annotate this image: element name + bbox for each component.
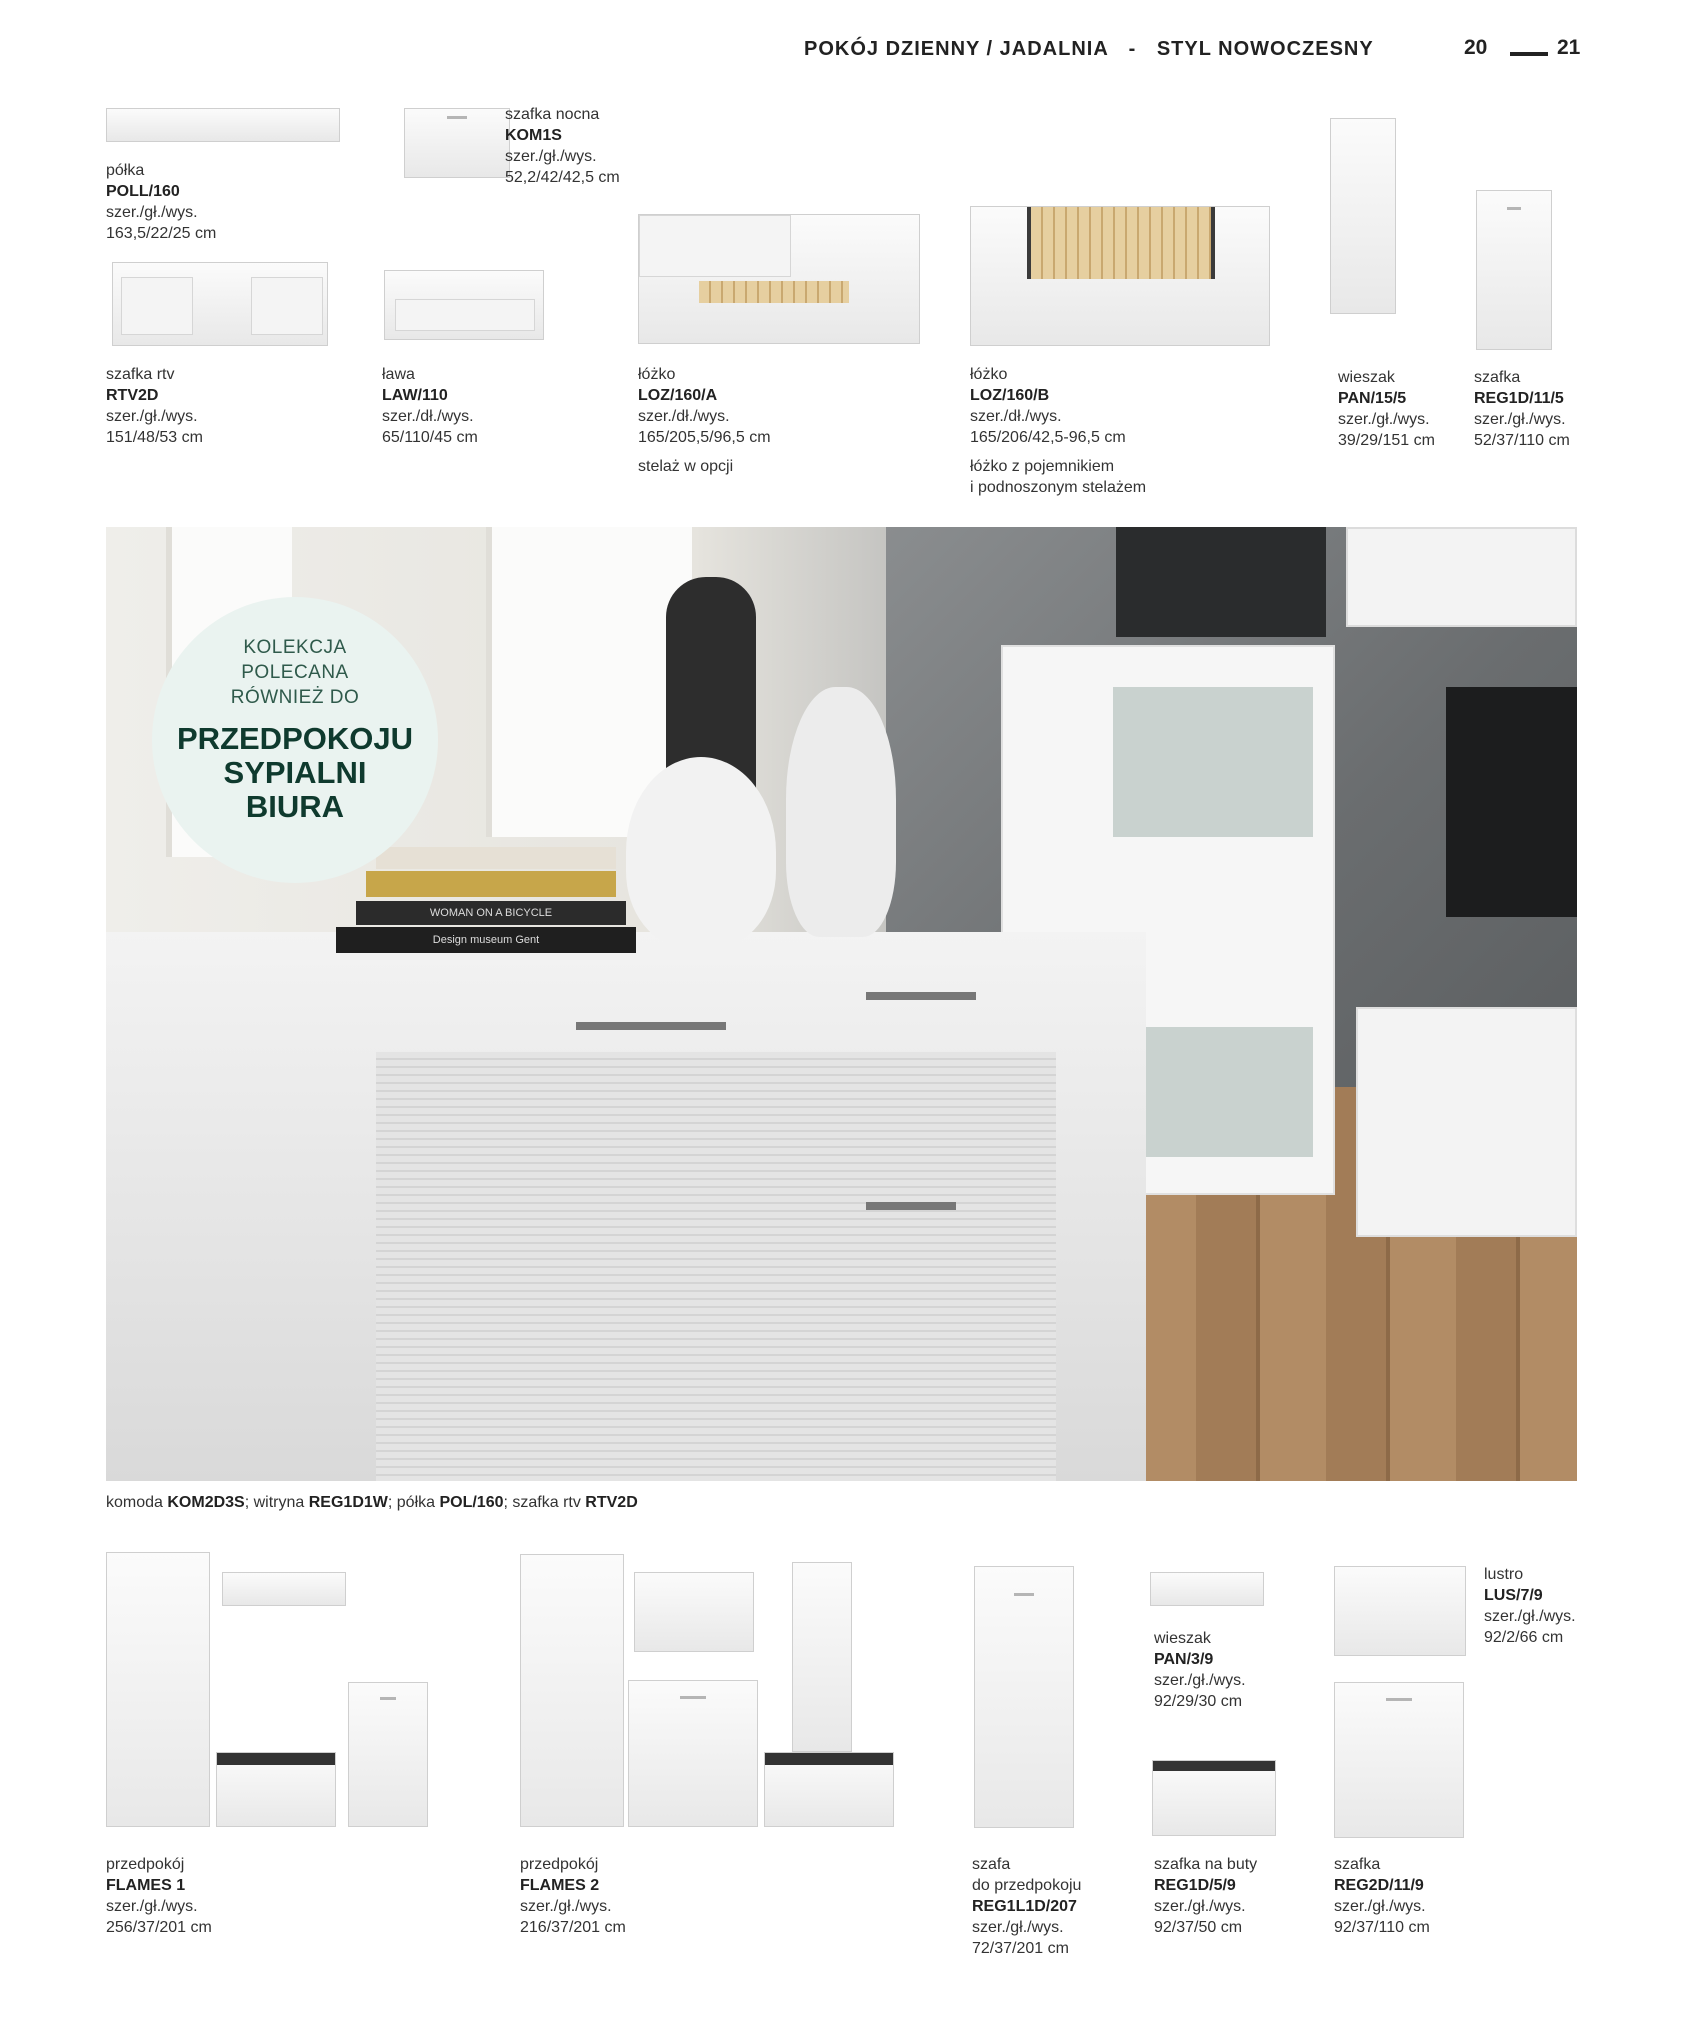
caption-code: REG1D1W bbox=[308, 1494, 388, 1511]
product-name: szafka na buty bbox=[1154, 1856, 1258, 1873]
product-code: REG1D/11/5 bbox=[1474, 390, 1564, 407]
product-shoe-cabinet bbox=[1154, 1854, 1257, 1938]
product-code: REG2D/11/9 bbox=[1334, 1877, 1424, 1894]
dims-label: szer./gł./wys. bbox=[1338, 411, 1430, 428]
product-cabinet-two-door bbox=[1334, 1854, 1430, 1938]
cabinet-small-image bbox=[1476, 190, 1552, 350]
dims-label: szer./gł./wys. bbox=[505, 148, 597, 165]
product-code: RTV2D bbox=[106, 387, 159, 404]
product-note: łóżko z pojemnikiem bbox=[970, 458, 1115, 475]
product-hanger bbox=[1154, 1628, 1246, 1712]
product-code: PAN/15/5 bbox=[1338, 390, 1407, 407]
dims-label: szer./gł./wys. bbox=[1154, 1898, 1246, 1915]
title-separator: - bbox=[1128, 38, 1137, 60]
product-code: REG1D/5/9 bbox=[1154, 1877, 1236, 1894]
product-name: półka bbox=[106, 162, 145, 179]
dims-label: szer./dł./wys. bbox=[382, 408, 474, 425]
book-title: Design museum Gent bbox=[336, 927, 636, 953]
cabinet-two-door-image bbox=[1334, 1682, 1464, 1838]
product-name: wieszak bbox=[1154, 1630, 1211, 1647]
dims-value: 165/206/42,5-96,5 cm bbox=[970, 429, 1126, 446]
dims-value: 39/29/151 cm bbox=[1338, 432, 1435, 449]
product-name: szafka rtv bbox=[106, 366, 175, 383]
product-name: szafka bbox=[1474, 369, 1521, 386]
dims-value: 92/2/66 cm bbox=[1484, 1629, 1564, 1646]
vase-white bbox=[626, 757, 776, 947]
product-code: FLAMES 2 bbox=[520, 1877, 600, 1894]
product-name: przedpokój bbox=[106, 1856, 185, 1873]
dims-value: 165/205,5/96,5 cm bbox=[638, 429, 771, 446]
caption-code: POL/160 bbox=[439, 1494, 504, 1511]
dims-value: 52,2/42/42,5 cm bbox=[505, 169, 620, 186]
promo-room: SYPIALNI bbox=[223, 755, 367, 790]
dims-label: szer./gł./wys. bbox=[972, 1919, 1064, 1936]
section-name: POKÓJ DZIENNY / JADALNIA bbox=[804, 38, 1109, 60]
product-code: LOZ/160/B bbox=[970, 387, 1050, 404]
product-note: stelaż w opcji bbox=[638, 458, 734, 475]
product-name: przedpokój bbox=[520, 1856, 599, 1873]
caption-text: ; witryna bbox=[244, 1494, 309, 1511]
product-name: wieszak bbox=[1338, 369, 1395, 386]
wall-picture bbox=[1116, 527, 1326, 637]
dims-value: 92/37/110 cm bbox=[1334, 1919, 1430, 1936]
tv-screen bbox=[1446, 687, 1577, 917]
book-stack bbox=[336, 847, 646, 957]
dims-value: 52/37/110 cm bbox=[1474, 432, 1570, 449]
photo-caption bbox=[106, 1494, 638, 1512]
product-code: PAN/3/9 bbox=[1154, 1651, 1214, 1668]
product-code: KOM1S bbox=[505, 127, 562, 144]
product-name: ława bbox=[382, 366, 415, 383]
promo-badge bbox=[152, 597, 438, 883]
vase-white-tall bbox=[786, 687, 896, 937]
caption-text: komoda bbox=[106, 1494, 168, 1511]
product-name: lustro bbox=[1484, 1566, 1524, 1583]
flames1-image bbox=[106, 1552, 436, 1827]
flames2-image bbox=[518, 1552, 898, 1827]
dims-value: 151/48/53 cm bbox=[106, 429, 203, 446]
product-code: LAW/110 bbox=[382, 387, 448, 404]
product-bed-a bbox=[638, 364, 771, 477]
caption-text: ; półka bbox=[387, 1494, 440, 1511]
product-code: LUS/7/9 bbox=[1484, 1587, 1543, 1604]
dims-value: 256/37/201 cm bbox=[106, 1919, 212, 1936]
tv-cabinet-image bbox=[112, 262, 328, 346]
product-coat-rack bbox=[1338, 367, 1435, 451]
product-name: szafka nocna bbox=[505, 106, 600, 123]
promo-room: BIURA bbox=[245, 789, 345, 824]
dims-label: szer./gł./wys. bbox=[1154, 1672, 1246, 1689]
product-name: szafka bbox=[1334, 1856, 1381, 1873]
page-number-right: 21 bbox=[1557, 36, 1581, 59]
dims-label: szer./gł./wys. bbox=[1334, 1898, 1426, 1915]
dims-label: szer./dł./wys. bbox=[638, 408, 730, 425]
promo-room: PRZEDPOKOJU bbox=[177, 721, 413, 756]
wall-shelf bbox=[1346, 527, 1577, 627]
product-mirror bbox=[1484, 1564, 1576, 1648]
product-tv-cabinet bbox=[106, 364, 203, 448]
product-name: szafa bbox=[972, 1856, 1011, 1873]
dims-label: szer./gł./wys. bbox=[106, 204, 198, 221]
product-code: REG1L1D/207 bbox=[972, 1898, 1077, 1915]
product-bed-b bbox=[970, 364, 1146, 498]
product-cabinet-small bbox=[1474, 367, 1570, 451]
tv-cabinet bbox=[1356, 1007, 1577, 1237]
caption-code: KOM2D3S bbox=[167, 1494, 245, 1511]
dims-label: szer./gł./wys. bbox=[106, 408, 198, 425]
product-flames2 bbox=[520, 1854, 626, 1938]
style-name: STYL NOWOCZESNY bbox=[1156, 38, 1374, 60]
coffee-table-image bbox=[384, 270, 544, 340]
product-shelf bbox=[106, 160, 216, 244]
dims-label: szer./gł./wys. bbox=[106, 1898, 198, 1915]
product-code: LOZ/160/A bbox=[638, 387, 718, 404]
product-name: łóżko bbox=[970, 366, 1008, 383]
page-divider bbox=[1510, 52, 1548, 56]
page-number-left: 20 bbox=[1464, 36, 1488, 59]
mirror-image bbox=[1334, 1566, 1466, 1656]
product-coffee-table bbox=[382, 364, 478, 448]
product-code: POLL/160 bbox=[106, 183, 180, 200]
wardrobe-image bbox=[974, 1566, 1074, 1828]
dims-value: 72/37/201 cm bbox=[972, 1940, 1069, 1957]
product-name-2: do przedpokoju bbox=[972, 1877, 1082, 1894]
caption-code: RTV2D bbox=[585, 1494, 638, 1511]
hanger-image bbox=[1150, 1572, 1264, 1606]
dims-value: 92/37/50 cm bbox=[1154, 1919, 1243, 1936]
dims-value: 92/29/30 cm bbox=[1154, 1693, 1243, 1710]
product-note: i podnoszonym stelażem bbox=[970, 479, 1147, 496]
coat-rack-image bbox=[1330, 118, 1396, 314]
promo-line: KOLEKCJA bbox=[243, 637, 347, 658]
nightstand-image bbox=[404, 108, 510, 178]
dims-label: szer./gł./wys. bbox=[1484, 1608, 1576, 1625]
bed-b-image bbox=[970, 206, 1270, 346]
book-title: WOMAN ON A BICYCLE bbox=[356, 901, 626, 925]
sideboard bbox=[106, 932, 1146, 1481]
caption-text: ; szafka rtv bbox=[503, 1494, 586, 1511]
dims-value: 65/110/45 cm bbox=[382, 429, 478, 446]
promo-line: RÓWNIEŻ DO bbox=[230, 687, 360, 708]
dims-label: szer./gł./wys. bbox=[520, 1898, 612, 1915]
product-flames1 bbox=[106, 1854, 212, 1938]
product-nightstand bbox=[505, 104, 620, 188]
dims-label: szer./gł./wys. bbox=[1474, 411, 1566, 428]
product-name: łóżko bbox=[638, 366, 676, 383]
promo-line: POLECANA bbox=[241, 662, 349, 683]
bed-a-image bbox=[638, 214, 920, 344]
dims-value: 216/37/201 cm bbox=[520, 1919, 626, 1936]
product-wardrobe bbox=[972, 1854, 1081, 1959]
product-code: FLAMES 1 bbox=[106, 1877, 186, 1894]
dims-label: szer./dł./wys. bbox=[970, 408, 1062, 425]
dims-value: 163,5/22/25 cm bbox=[106, 225, 217, 242]
section-title bbox=[804, 38, 1374, 61]
shelf-image bbox=[106, 108, 340, 142]
shoe-cabinet-image bbox=[1152, 1760, 1276, 1836]
